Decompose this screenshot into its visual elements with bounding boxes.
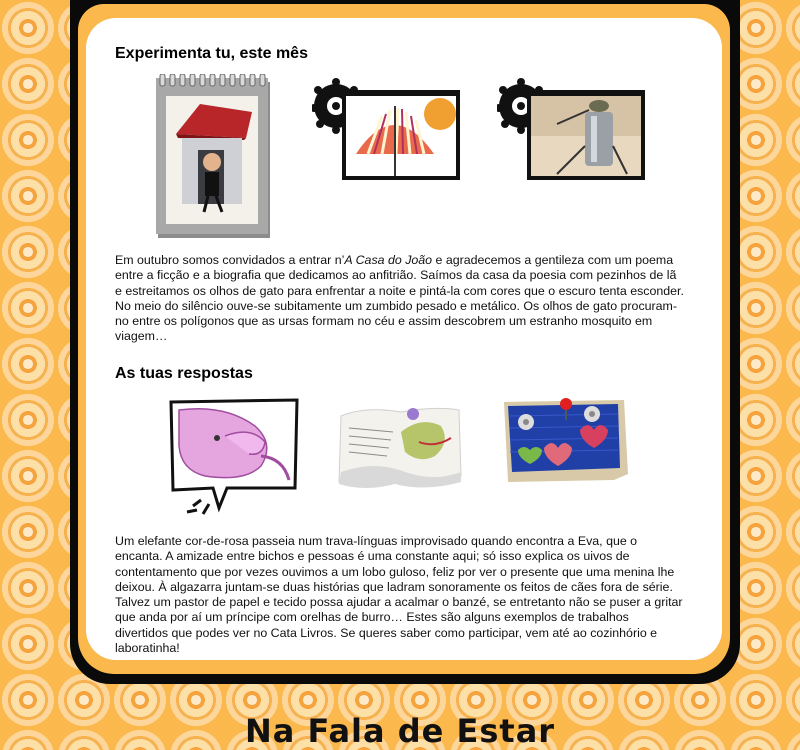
section2-paragraph: Um elefante cor-de-rosa passeia num trava-línguas improvisado quando encontra a Eva, que o encanta. A amizade entre bichos e pessoas é uma constante aqui; só isso explica os uivos de contentamento que por vezes ouvimos a um lobo guloso, feliz por ver o presente que uma menina lhe deixou. À algazarra juntam-se duas histórias que ladram sonoramente os feitos de cães fora de série. Talvez um pastor de papel e tecido possa ajudar a acalmar o banzé, se entretanto não se puser a gritar que anda por aí um príncipe com orelhas de burro… Estes são alguns exemplos de trabalhos divertidos que podes ver no Cata Livros. Se queres saber como participar, vem até ao cozinhório e laboratinha! — [115, 534, 683, 656]
section1-paragraph — [115, 253, 685, 345]
pink-elephant-drawing-image[interactable] — [165, 396, 305, 527]
section-title-experimenta: Experimenta tu, este mês — [115, 45, 308, 62]
book-title-link-text: A Casa do João — [344, 253, 433, 267]
house-illustration-image[interactable] — [152, 74, 277, 245]
section-title-respostas: As tuas respostas — [115, 365, 253, 382]
footer-title: Na Fala de Estar — [244, 712, 556, 750]
umbrella-film-image[interactable] — [312, 76, 462, 185]
section1-text-start: Em outubro somos convidados a entrar n’ — [115, 253, 345, 267]
fabric-hearts-collage-image[interactable] — [500, 396, 630, 491]
wolf-story-paper-image[interactable] — [335, 402, 465, 493]
section1-text-end: e agradecemos a gentileza com um poema entre a ficção e a biografia que dedicamos ao anfitrião. Saímos da casa da poesia com pezinhos de lã e estreitamos os olhos de gato para enfrentar a noite e pintá-la com cores que o escuro tenta esconder. No meio do silêncio ouve-se subitamente um zumbido pesado e metálico. Os olhos de gato procuram-no entre os polígonos que as ursas formam no céu e assim descobrem um estranho mosquito em viagem… — [115, 253, 684, 344]
metal-mosquito-film-image[interactable] — [497, 76, 647, 185]
